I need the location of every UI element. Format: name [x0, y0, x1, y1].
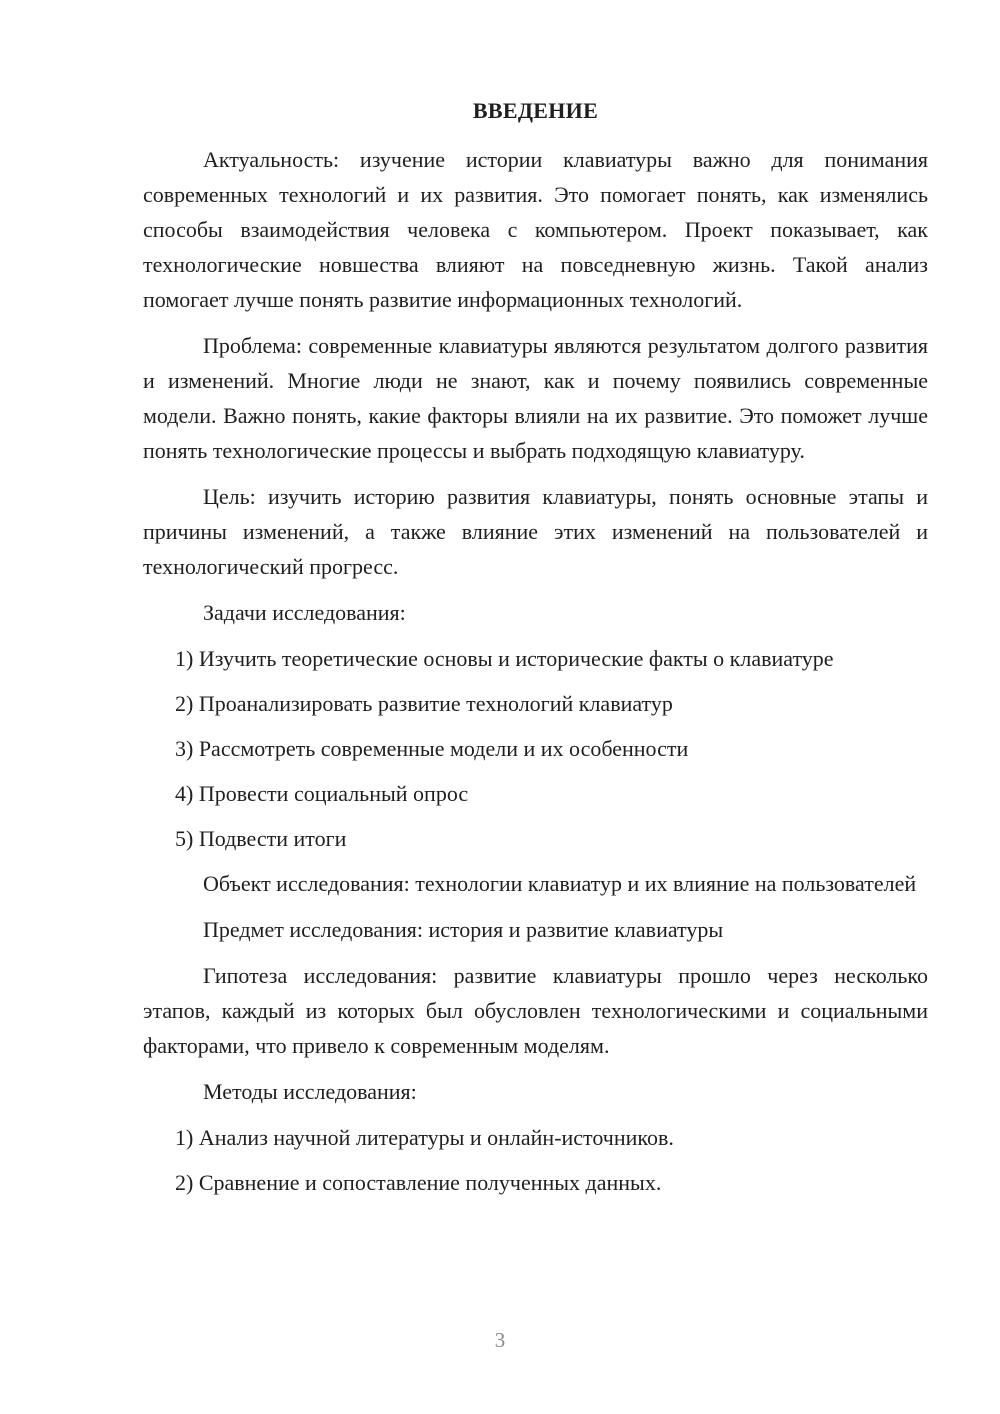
- problem-paragraph: Проблема: современные клавиатуры являются результатом долгого развития и изменений. Многие люди не знают, как и почему появились современные модели. Важно понять, какие факторы влияли на их развитие. Это поможет лучше понять технологические процессы и выбрать подходящую клавиатуру.: [143, 333, 928, 463]
- task-item: 5) Подвести итоги: [175, 826, 347, 851]
- relevance-paragraph: Актуальность: изучение истории клавиатуры важно для понимания современных технологий и их развития. Это помогает понять, как изменялись способы взаимодействия человека с компьютером. Проект показывает, как технологические новшества влияют на повседневную жизнь. Такой анализ помогает лучше понять развитие информационных технологий.: [143, 147, 928, 312]
- task-item: 2) Проанализировать развитие технологий клавиатур: [175, 691, 673, 716]
- hypothesis-paragraph: Гипотеза исследования: развитие клавиатуры прошло через несколько этапов, каждый из которых был обусловлен технологическими и социальными факторами, что привело к современным моделям.: [143, 963, 928, 1058]
- task-item: 4) Провести социальный опрос: [175, 781, 469, 806]
- section-title: ВВЕДЕНИЕ: [472, 98, 599, 123]
- methods-heading: Методы исследования:: [203, 1079, 417, 1104]
- tasks-heading: Задачи исследования:: [203, 600, 406, 625]
- method-item: 1) Анализ научной литературы и онлайн-источников.: [175, 1125, 674, 1150]
- document-body: [143, 142, 928, 1210]
- goal-paragraph: Цель: изучить историю развития клавиатуры, понять основные этапы и причины изменений, а также влияние этих изменений на пользователей и технологический прогресс.: [143, 484, 928, 579]
- page-number: 3: [494, 1328, 506, 1352]
- task-item: 1) Изучить теоретические основы и исторические факты о клавиатуре: [175, 646, 834, 671]
- task-item: 3) Рассмотреть современные модели и их особенности: [175, 736, 689, 761]
- object-paragraph: Объект исследования: технологии клавиатур и их влияние на пользователей: [203, 871, 917, 896]
- subject-paragraph: Предмет исследования: история и развитие клавиатуры: [203, 917, 724, 942]
- method-item: 2) Сравнение и сопоставление полученных данных.: [175, 1170, 662, 1195]
